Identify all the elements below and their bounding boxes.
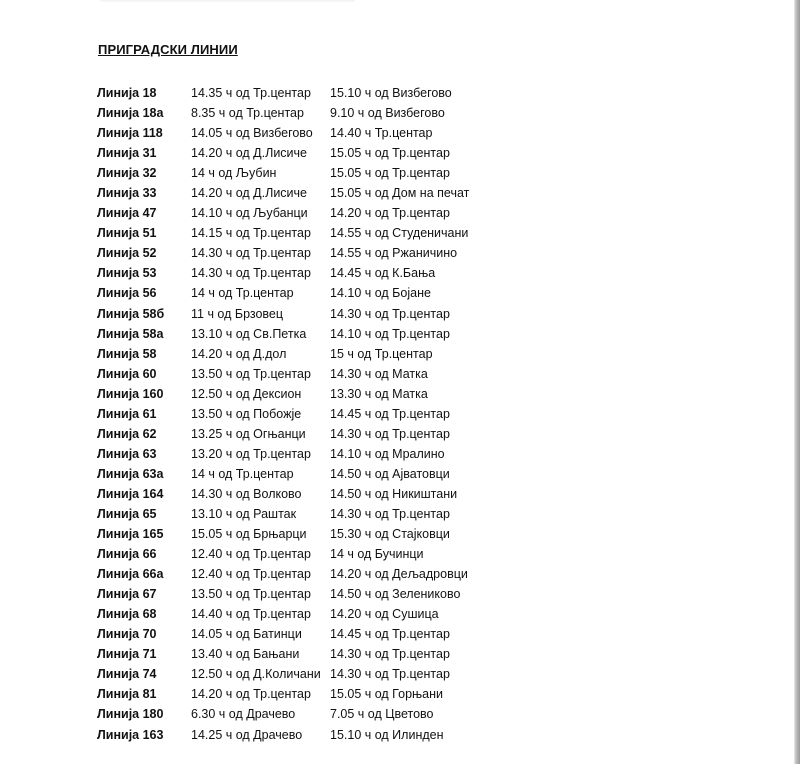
return-time: 14.20 ч од Тр.центар	[330, 206, 450, 221]
line-number: Линија 60	[97, 366, 157, 381]
cropped-header-remnant	[100, 0, 355, 2]
line-number: Линија 65	[97, 506, 157, 521]
return-time: 15 ч од Тр.центар	[330, 346, 433, 361]
departure-time: 13.25 ч од Огњанци	[191, 426, 306, 441]
departure-time: 14.35 ч од Тр.центар	[191, 86, 311, 100]
line-number: Линија 160	[97, 386, 164, 401]
departure-time: 14.05 ч од Батинци	[191, 627, 302, 642]
departure-time: 13.50 ч од Тр.центар	[191, 587, 311, 602]
return-time: 14.40 ч Тр.центар	[330, 126, 433, 141]
line-number: Линија 70	[97, 627, 157, 642]
line-number: Линија 32	[97, 166, 157, 181]
line-number: Линија 47	[97, 206, 157, 221]
return-time: 14.45 ч од Тр.центар	[330, 406, 450, 421]
departure-time: 14.20 ч од Д.дол	[191, 346, 287, 361]
return-time: 15.30 ч од Стајковци	[330, 527, 450, 542]
return-time: 14.10 ч од Тр.центар	[330, 326, 450, 341]
line-number: Линија 74	[97, 667, 157, 682]
line-number: Линија 58	[97, 346, 157, 361]
departure-time: 14.25 ч од Драчево	[191, 727, 303, 742]
line-number: Линија 31	[97, 146, 157, 161]
departure-time: 14.10 ч од Љубанци	[191, 206, 308, 221]
departure-time: 14.20 ч од Д.Лисиче	[191, 146, 308, 161]
return-time: 15.05 ч од Горњани	[330, 687, 444, 702]
return-time: 15.05 ч од Дом на печат	[330, 186, 470, 201]
departure-time: 8.35 ч од Тр.центар	[191, 106, 304, 121]
departure-time: 12.40 ч од Тр.центар	[191, 567, 311, 582]
departure-time: 14.40 ч од Тр.центар	[191, 607, 311, 622]
return-time: 14.30 ч од Тр.центар	[330, 667, 450, 682]
line-number: Линија 66а	[97, 567, 164, 582]
line-number: Линија 51	[97, 226, 157, 241]
line-number: Линија 63а	[97, 466, 164, 481]
return-time: 14.30 ч од Тр.центар	[330, 647, 450, 662]
return-time: 14.45 ч од Тр.центар	[330, 627, 450, 642]
line-number: Линија 71	[97, 647, 157, 662]
departure-time: 13.50 ч од Тр.центар	[191, 366, 311, 381]
line-number: Линија 58а	[97, 326, 164, 341]
line-number: Линија 53	[97, 266, 157, 281]
line-number: Линија 62	[97, 426, 157, 441]
line-number: Линија 68	[97, 607, 157, 622]
line-number: Линија 163	[97, 727, 164, 742]
departure-time: 13.50 ч од Побожје	[191, 406, 302, 421]
return-time: 15.10 ч од Илинден	[330, 727, 444, 742]
departure-time: 14.20 ч од Д.Лисиче	[191, 186, 308, 201]
return-time: 14.20 ч од Дељадровци	[330, 567, 468, 582]
return-time: 14.30 ч од Тр.центар	[330, 306, 450, 321]
return-time: 7.05 ч од Цветово	[330, 707, 434, 722]
section-heading: ПРИГРАДСКИ ЛИНИИ	[98, 42, 238, 57]
departure-time: 14 ч од Тр.центар	[191, 286, 294, 301]
line-number: Линија 52	[97, 246, 157, 261]
return-time: 14.20 ч од Сушица	[330, 607, 439, 622]
line-number: Линија 18а	[97, 106, 164, 121]
line-number: Линија 56	[97, 286, 157, 301]
line-number: Линија 63	[97, 446, 157, 461]
return-time: 14.50 ч од Ајватовци	[330, 466, 450, 481]
return-time: 14.50 ч од Никиштани	[330, 486, 458, 501]
departure-time: 14.15 ч од Тр.центар	[191, 226, 311, 241]
return-time: 14 ч од Бучинци	[330, 547, 424, 562]
departure-time: 12.50 ч од Дексион	[191, 386, 302, 401]
departure-time: 14.05 ч од Визбегово	[191, 126, 313, 141]
return-time: 13.30 ч од Матка	[330, 386, 428, 401]
line-number: Линија 58б	[97, 306, 165, 321]
line-number: Линија 164	[97, 486, 164, 501]
departure-time: 14.20 ч од Тр.центар	[191, 687, 311, 702]
departure-time: 14.30 ч од Тр.центар	[191, 246, 311, 261]
return-time: 14.30 ч од Тр.центар	[330, 426, 450, 441]
return-time: 14.50 ч од Зелениково	[330, 587, 461, 602]
return-time: 14.55 ч од Студеничани	[330, 226, 469, 241]
return-time: 14.55 ч од Ржаничино	[330, 246, 458, 261]
return-time: 15.10 ч од Визбегово	[330, 86, 452, 100]
departure-time: 12.50 ч од Д.Количани	[191, 667, 321, 682]
line-number: Линија 18	[97, 86, 157, 100]
departure-time: 13.20 ч од Тр.центар	[191, 446, 311, 461]
line-number: Линија 67	[97, 587, 157, 602]
return-time: 14.10 ч од Бојане	[330, 286, 431, 301]
return-time: 15.05 ч од Тр.центар	[330, 146, 450, 161]
return-time: 14.30 ч од Тр.центар	[330, 506, 450, 521]
line-number: Линија 118	[97, 126, 163, 141]
line-number: Линија 81	[97, 687, 157, 702]
return-time: 14.45 ч од К.Бања	[330, 266, 436, 281]
return-time: 14.10 ч од Мралино	[330, 446, 445, 461]
return-time: 14.30 ч од Матка	[330, 366, 428, 381]
line-number: Линија 61	[97, 406, 157, 421]
departure-time: 14 ч од Тр.центар	[191, 466, 294, 481]
departure-time: 15.05 ч од Брњарци	[191, 527, 307, 542]
departure-time: 14.30 ч од Волково	[191, 486, 302, 501]
line-number: Линија 33	[97, 186, 157, 201]
departure-time: 14 ч од Љубин	[191, 166, 277, 181]
return-time: 15.05 ч од Тр.центар	[330, 166, 450, 181]
departure-time: 13.10 ч од Св.Петка	[191, 326, 307, 341]
page-edge-shadow	[794, 0, 800, 764]
departure-time: 6.30 ч од Драчево	[191, 707, 296, 722]
departure-time: 13.10 ч од Раштак	[191, 506, 297, 521]
line-number: Линија 66	[97, 547, 157, 562]
departure-time: 11 ч од Брзовец	[191, 306, 284, 321]
departure-time: 14.30 ч од Тр.центар	[191, 266, 311, 281]
line-number: Линија 180	[97, 707, 164, 722]
return-time: 9.10 ч од Визбегово	[330, 106, 445, 121]
line-number: Линија 165	[97, 527, 164, 542]
departure-time: 12.40 ч од Тр.центар	[191, 547, 311, 562]
departure-time: 13.40 ч од Бањани	[191, 647, 300, 662]
